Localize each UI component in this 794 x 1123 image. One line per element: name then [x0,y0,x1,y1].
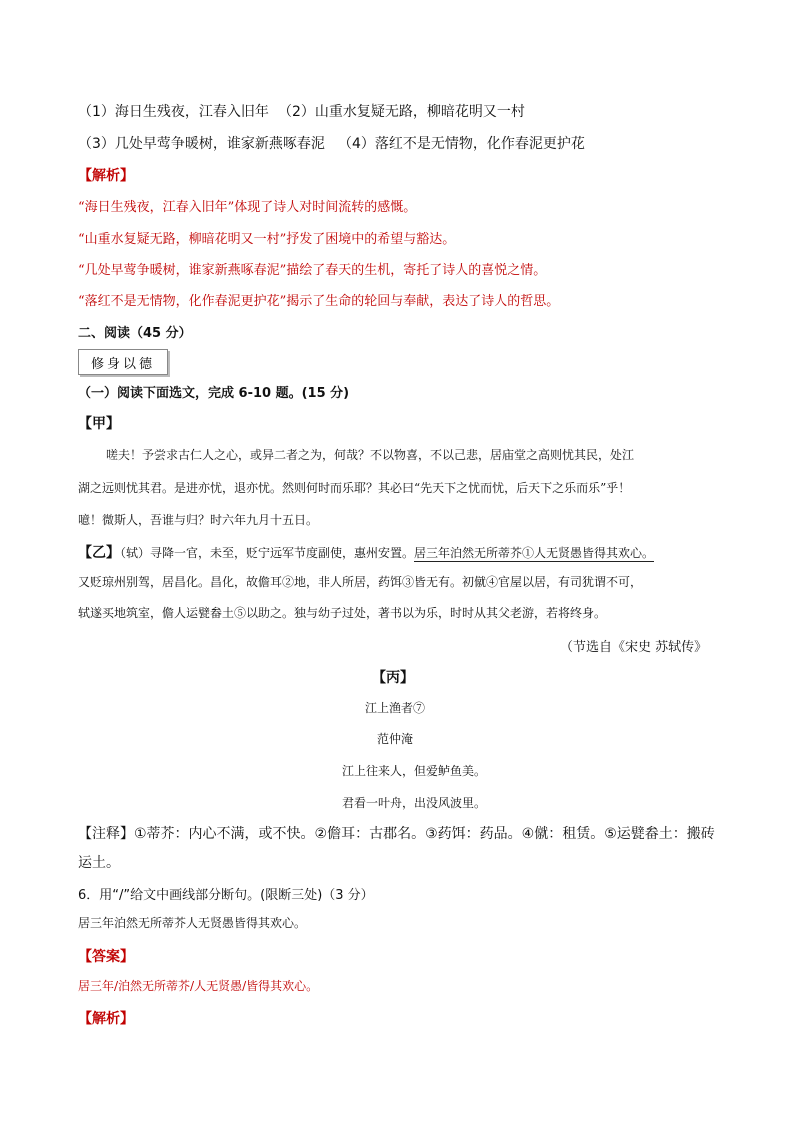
analysis-heading: 【解析】 [78,168,134,184]
sub-section-title: （一）阅读下面选文，完成 6-10 题。(15 分) [78,386,350,401]
section-title: 二、阅读（45 分） [78,326,192,341]
yi-line-2: 又贬琼州别驾，居昌化。昌化，故儋耳②地，非人所居，药饵③皆无有。初僦④官屋以居，有司犹谓不可， [78,575,643,589]
answer-heading: 【答案】 [78,949,134,965]
jia-label: 【甲】 [78,416,120,432]
yi-source: （节选自《宋史 苏轼传》 [560,640,708,655]
question-6: 6．用“/”给文中画线部分断句。(限断三处)（3 分） [78,888,374,903]
jia-line-2: 湖之远则忧其君。是进亦忧，退亦忧。然则何时而乐耶？其必曰“先天下之忧而忧，后天下之乐而乐”乎！ [78,481,631,495]
answer-4: （4）落红不是无情物，化作春泥更护花 [338,136,585,152]
bing-poem-title: 江上渔者⑦ [365,701,426,715]
bing-verse-2: 君看一叶舟，出没风波里。 [342,796,487,810]
answer-text: 居三年/泊然无所蒂芥/人无贤愚/皆得其欢心。 [78,979,319,993]
analysis-line-3: “几处早莺争暖树，谁家新燕啄春泥”描绘了春天的生机，寄托了诗人的喜悦之情。 [78,263,547,278]
jia-line-3: 噫！微斯人，吾谁与归？时六年九月十五日。 [78,513,319,527]
analysis-line-1: “海日生残夜，江春入旧年”体现了诗人对时间流转的感慨。 [78,200,417,215]
section-badge: 修身以德 [78,349,168,375]
answer-1: （1）海日生残夜，江春入旧年 [78,104,269,120]
notes-line-1: 【注释】①蒂芥：内心不满，或不快。②儋耳：古郡名。③药饵：药品。④僦：租赁。⑤运甓畚土：搬砖 [78,826,715,842]
yi-underlined-sentence: 居三年泊然无所蒂芥①人无贤愚皆得其欢心。 [414,546,655,560]
answer-2: （2）山重水复疑无路，柳暗花明又一村 [278,104,525,120]
analysis-line-2: “山重水复疑无路，柳暗花明又一村”抒发了困境中的希望与豁达。 [78,232,456,247]
yi-line-1-text: （轼）寻降一官，未至，贬宁远军节度副使，惠州安置。 [120,546,415,560]
bing-verse-1: 江上往来人，但爱鲈鱼美。 [342,764,487,778]
jia-line-1: 嗟夫！予尝求古仁人之心，或异二者之为，何哉？不以物喜，不以己悲，居庙堂之高则忧其民，处江 [106,448,635,462]
yi-line-1 [78,542,654,562]
analysis-heading-2: 【解析】 [78,1011,134,1027]
answer-3: （3）几处早莺争暖树，谁家新燕啄春泥 [78,136,325,152]
question-6-text: 居三年泊然无所蒂芥人无贤愚皆得其欢心。 [78,916,307,930]
bing-label: 【丙】 [372,670,414,686]
notes-line-2: 运土。 [78,855,120,871]
bing-poem-author: 范仲淹 [377,732,414,746]
analysis-line-4: “落红不是无情物，化作春泥更护花”揭示了生命的轮回与奉献，表达了诗人的哲思。 [78,294,560,309]
yi-label: 【乙】 [78,545,120,561]
yi-line-3: 轼遂买地筑室，儋人运甓畚土⑤以助之。独与幼子过处，著书以为乐，时时从其父老游，若将终身。 [78,606,607,620]
